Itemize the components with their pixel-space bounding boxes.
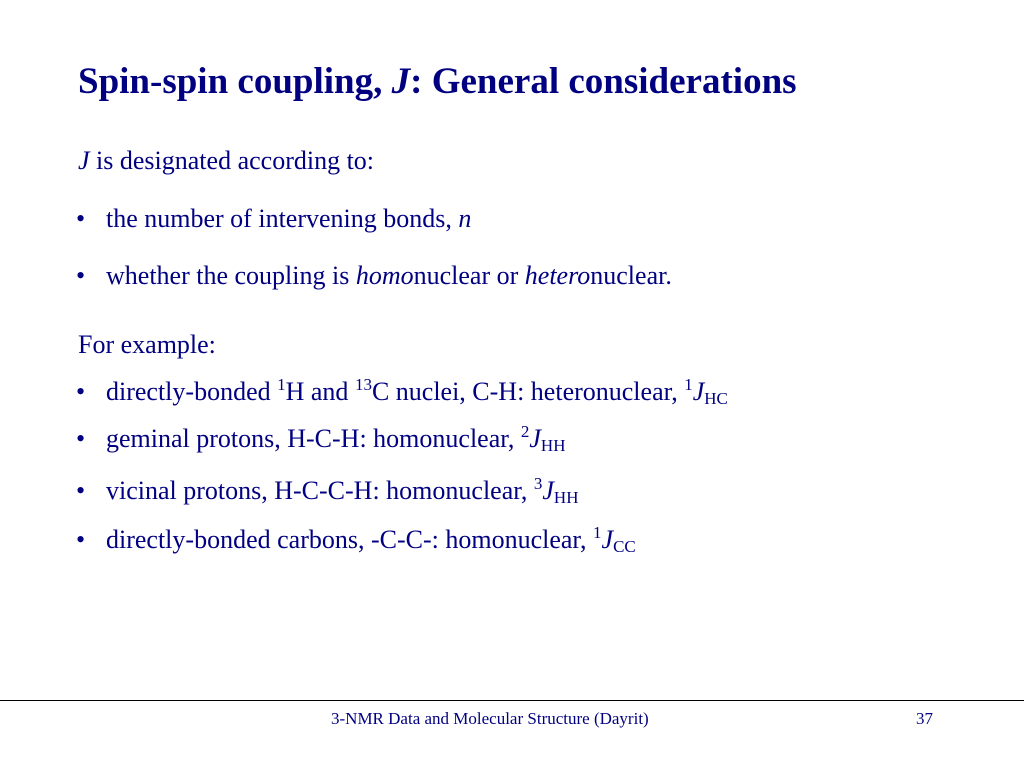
criteria-item-nuclear: [76, 261, 672, 291]
example-carbons-text: directly-bonded carbons, -C-C-: homonuclear,: [106, 525, 594, 554]
bullet-marker: •: [76, 261, 86, 290]
example-ch-j-symbol: J: [692, 377, 705, 406]
bullet-marker: •: [76, 377, 86, 406]
intro-j-symbol: J: [78, 146, 90, 175]
example-vicinal-j-sup: 3: [533, 474, 543, 493]
criteria-homo-prefix: homo: [355, 261, 414, 290]
example-geminal-j-sub: HH: [540, 436, 566, 455]
example-item-vicinal: [76, 476, 578, 506]
slide-title: [78, 60, 797, 103]
criteria-nuclear-pre: whether the coupling is: [106, 261, 356, 290]
intro-line: [78, 146, 374, 176]
example-vicinal-j-symbol: J: [542, 476, 554, 505]
example-carbons-j-sup: 1: [593, 523, 602, 542]
example-ch-text-a: directly-bonded: [106, 377, 278, 406]
example-ch-j-sup: 1: [684, 375, 693, 394]
title-text-after: : General considerations: [410, 61, 797, 102]
example-vicinal-text: vicinal protons, H-C-C-H: homonuclear,: [106, 476, 534, 505]
example-ch-sup-c: 13: [354, 375, 372, 394]
footer-course-title: 3-NMR Data and Molecular Structure (Dayrit): [331, 709, 649, 728]
criteria-nuclear-post: nuclear.: [590, 261, 672, 290]
page-number: 37: [916, 709, 933, 728]
intro-text: is designated according to:: [89, 146, 375, 175]
criteria-bonds-var: n: [458, 204, 472, 233]
example-ch-text-b: H and: [285, 377, 355, 406]
criteria-item-bonds: [76, 204, 471, 234]
bullet-marker: •: [76, 525, 86, 554]
example-item-geminal: [76, 424, 565, 454]
example-carbons-j-symbol: J: [601, 525, 614, 554]
example-geminal-j-symbol: J: [529, 424, 541, 453]
example-ch-j-sub: HC: [704, 389, 728, 408]
example-geminal-text: geminal protons, H-C-H: homonuclear,: [106, 424, 521, 453]
example-ch-sup-h: 1: [277, 375, 286, 394]
example-item-carbons: [76, 525, 636, 555]
criteria-hetero-prefix: hetero: [524, 261, 591, 290]
bullet-marker: •: [76, 424, 86, 453]
title-j-symbol: J: [391, 61, 411, 102]
title-text-before: Spin-spin coupling,: [78, 61, 392, 102]
criteria-nuclear-mid: nuclear or: [413, 261, 525, 290]
example-ch-text-c: C nuclei, C-H: heteronuclear,: [371, 377, 685, 406]
example-heading: For example:: [78, 330, 216, 359]
example-geminal-j-sup: 2: [520, 422, 530, 441]
example-vicinal-j-sub: HH: [553, 488, 579, 507]
footer-divider: [0, 700, 1024, 701]
example-item-ch: [76, 377, 728, 407]
example-carbons-j-sub: CC: [613, 537, 636, 556]
bullet-marker: •: [76, 476, 86, 505]
criteria-bonds-text: the number of intervening bonds,: [106, 204, 459, 233]
bullet-marker: •: [76, 204, 86, 233]
